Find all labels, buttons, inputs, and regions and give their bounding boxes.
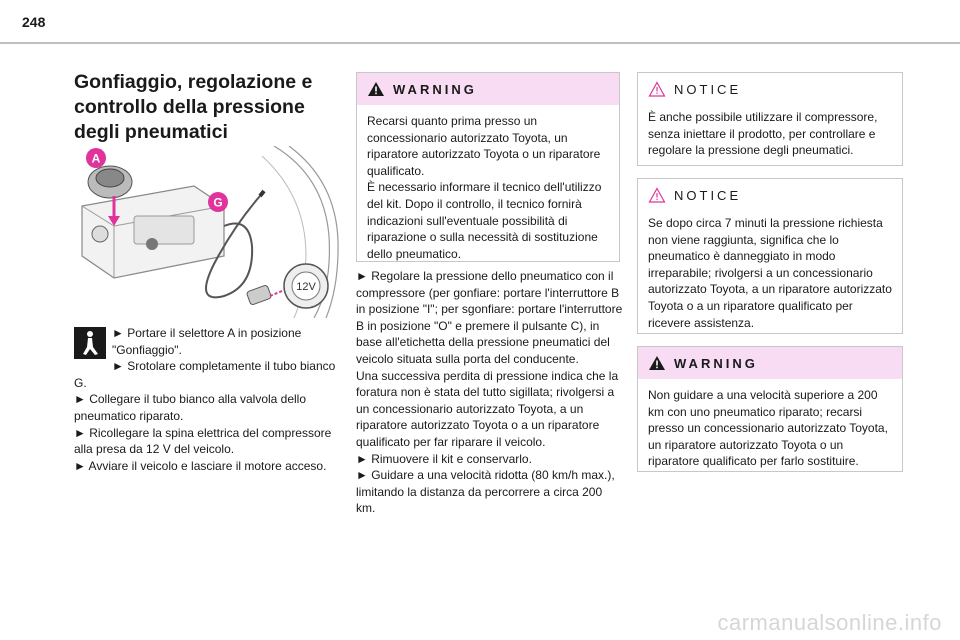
- step-item: ► Portare il selettore A in posizione "Gonfiaggio".: [112, 326, 302, 357]
- page-number: 248: [22, 14, 46, 30]
- compressor-illustration: [74, 146, 342, 318]
- step-item: ► Guidare a una velocità ridotta (80 km/h max.), limitando la distanza da percorrere a circa 200 km.: [356, 468, 615, 516]
- notice-text: [638, 105, 902, 167]
- seated-person-icon: [74, 327, 106, 359]
- notice-label: NOTICE: [674, 187, 742, 203]
- section-heading-block: [74, 70, 342, 145]
- notice-box-2: [637, 178, 903, 334]
- notice-text: [638, 211, 902, 339]
- warning-triangle-icon: [367, 81, 385, 97]
- warning-header: [638, 347, 902, 379]
- warning-text-content: Non guidare a una velocità superiore a 200 km con uno pneumatico riparato; recarsi presso un concessionario autorizzato Toyota, un riparatore autorizzato Toyota o un riparatore qualificato per farlo sostituire.: [648, 388, 888, 469]
- step-item: ► Collegare il tubo bianco alla valvola dello pneumatico riparato.: [74, 392, 307, 423]
- warning-text: [357, 105, 619, 270]
- notice-label: NOTICE: [674, 81, 742, 97]
- step-item: ► Avviare il veicolo e lasciare il motore acceso.: [74, 458, 327, 473]
- socket-label: 12V: [296, 281, 316, 293]
- warning-text-content: Recarsi quanto prima presso un concessionario autorizzato Toyota, un riparatore autorizzato Toyota o un riparatore qualificato. È necessario informare il tecnico dell'utilizzo del kit. Dopo il controllo, il tecnico fornirà indicazioni sull'eventuale possibilità di riparazione o sulla necessità di sostituzione dello pneumatico.: [367, 114, 602, 261]
- callout-a: A: [91, 151, 101, 166]
- warning-triangle-icon: [648, 355, 666, 371]
- warning-box-2: [637, 346, 903, 472]
- warning-label: WARNING: [674, 355, 758, 371]
- warning-label: WARNING: [393, 81, 477, 97]
- page-title: Gonfiaggio, regolazione e controllo della pressione degli pneumatici: [74, 71, 313, 143]
- notice-triangle-icon: [648, 81, 666, 97]
- warning-text: [638, 379, 902, 478]
- callout-g: G: [213, 195, 223, 210]
- notice-text-content: Se dopo circa 7 minuti la pressione richiesta non viene raggiunta, significa che lo pneumatico è danneggiato in modo irreparabile; rivolgersi a un concessionario autorizzato Toyota, a un riparatore autorizzato Toyota o a un riparatore qualificato per ricevere assistenza.: [648, 216, 892, 330]
- notice-header: [638, 179, 902, 211]
- warning-box-1: [356, 72, 620, 262]
- notice-triangle-icon: [648, 187, 666, 203]
- step-item: ► Ricollegare la spina elettrica del compressore alla presa da 12 V del veicolo.: [74, 425, 332, 457]
- step-item: ► Srotolare completamente il tubo bianco G.: [74, 359, 336, 390]
- header-divider: [0, 42, 960, 44]
- notice-header: [638, 73, 902, 105]
- instructions-col2: [356, 268, 624, 517]
- step-item: ► Rimuovere il kit e conservarlo.: [356, 451, 532, 466]
- instructions-col1: [74, 325, 346, 474]
- notice-text-content: È anche possibile utilizzare il compressore, senza iniettare il prodotto, per controllare e regolare la pressione degli pneumatici.: [648, 110, 878, 158]
- step-item: ► Regolare la pressione dello pneumatico con il compressore (per gonfiare: portare l'interruttore B in posizione "I"; per sgonfiare: portare l'interruttore B in posizione "O" e premere il pulsante C), in base all'etichetta della pressione pneumatici del veicolo situata sulla porta del conducente.: [356, 269, 623, 366]
- watermark: carmanualsonline.info: [717, 610, 942, 635]
- paragraph: Una successiva perdita di pressione indica che la foratura non è stata del tutto sigillata; rivolgersi a un concessionario autorizzato Toyota, a un riparatore autorizzato Toyota o a un riparatore qualificato per far riparare il veicolo.: [356, 368, 619, 449]
- notice-box-1: [637, 72, 903, 166]
- warning-header: [357, 73, 619, 105]
